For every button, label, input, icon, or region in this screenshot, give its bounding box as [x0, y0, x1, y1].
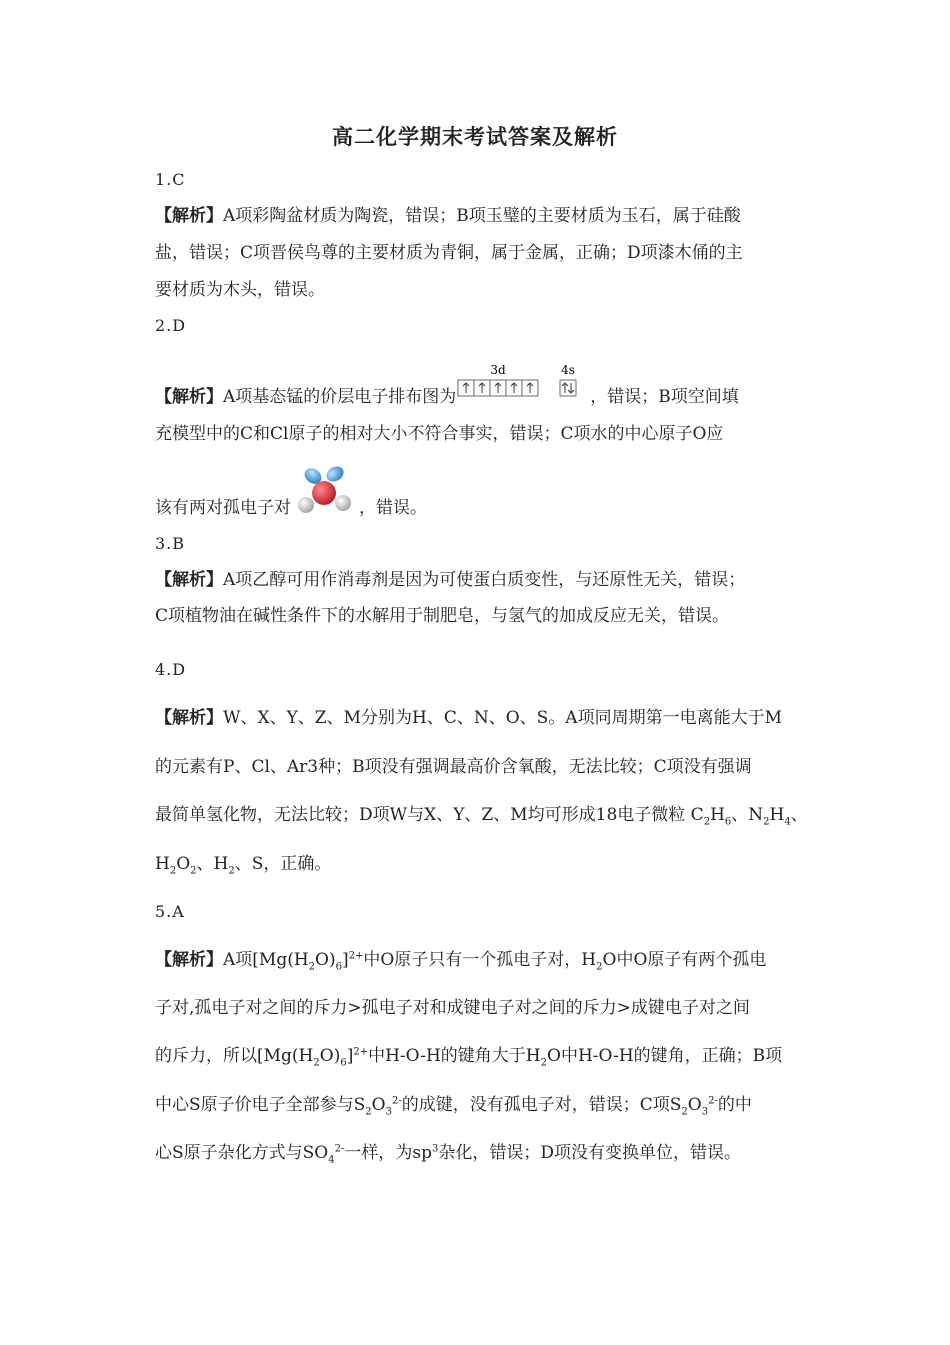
q4-line-3: 最简单氢化物，无法比较；D项W与X、Y、Z、M均可形成18电子微粒 $C_2H_6$、$N_2H_4$、 [155, 805, 808, 828]
answer-1: 1.C [155, 170, 186, 189]
q2-line-2: 充模型中的C和Cl原子的相对大小不符合事实，错误；C项水的中心原子O应 [155, 424, 724, 444]
q3-line-1 [155, 568, 745, 592]
answer-4: 4.D [155, 660, 187, 679]
q2-text-1b: ，错误；B项空间填 [590, 387, 739, 407]
q1-line-2: 盐，错误；C项晋侯鸟尊的主要材质为青铜，属于金属，正确；D项漆木俑的主 [155, 243, 743, 263]
answer-5: 5.A [155, 902, 185, 921]
electron-configuration-diagram [456, 363, 586, 410]
q4-text-1: W、X、Y、Z、M分别为H、C、N、O、S。A项同周期第一电离能大于M [223, 708, 782, 728]
q1-text-1: A项彩陶盆材质为陶瓷，错误；B项玉璧的主要材质为玉石，属于硅酸 [223, 206, 741, 226]
q5-line-4: 中心S原子价电子全部参与$S_2O_3^{2-}$的成键，没有孤电子对，错误；C项$S_2O_3^{2-}$的中 [155, 1095, 752, 1118]
q5-text-3c: O中H-O-H的键角，正确；B项 [547, 1046, 783, 1066]
q5-line-2: 子对,孤电子对之间的斥力>孤电子对和成键电子对之间的斥力>成键电子对之间 [155, 998, 750, 1018]
q4-line-4: $H_2O_2$、$H_2$、S，正确。 [155, 854, 332, 877]
q4-line-2: 的元素有P、Cl、Ar3种；B项没有强调最高价含氧酸，无法比较；C项没有强调 [155, 757, 752, 777]
analysis-tag: 【解析】 [155, 950, 223, 970]
q5-text-5c: 杂化，错误；D项没有变换单位，错误。 [438, 1143, 741, 1163]
q5-text-4b: 的成键，没有孤电子对，错误；C项S [401, 1095, 682, 1115]
q5-text-1a: A项[Mg(H [223, 950, 309, 970]
q5-line-3: 的斥力，所以$[Mg(H_2O)_6]^{2+}$中H-O-H的键角大于$H_2O$中H-O-H的键角，正确；B项 [155, 1046, 783, 1069]
q3-text-1: A项乙醇可用作消毒剂是因为可使蛋白质变性，与还原性无关，错误； [223, 570, 746, 590]
q5-line-5: 心S原子杂化方式与$SO_4^{2-}$一样，为$sp^3$杂化，错误；D项没有变换单位，错误。 [155, 1143, 741, 1166]
q2-text-1a: A项基态锰的价层电子排布图为 [223, 387, 457, 407]
answer-2: 2.D [155, 316, 187, 335]
q4-line-1 [155, 706, 782, 730]
water-molecule-model [297, 497, 353, 521]
q4-text-4: 、S，正确。 [234, 854, 332, 874]
q5-text-1c: O中O原子有两个孤电 [602, 950, 767, 970]
q2-line-1 [155, 363, 739, 410]
label-3d: 3d [490, 363, 506, 377]
q2-line-3 [155, 496, 427, 521]
page-title: 高二化学期末考试答案及解析 [332, 125, 618, 149]
q5-text-5b: 一样，为sp [344, 1143, 432, 1163]
q2-text-3b: ，错误。 [359, 498, 427, 518]
q3-line-2: C项植物油在碱性条件下的水解用于制肥皂，与氢气的加成反应无关，错误。 [155, 606, 730, 626]
q5-text-3a: 的斥力，所以[Mg(H [155, 1046, 314, 1066]
analysis-tag: 【解析】 [155, 206, 223, 226]
analysis-tag: 【解析】 [155, 708, 223, 728]
q2-text-3a: 该有两对孤电子对 [155, 498, 291, 518]
label-4s: 4s [561, 363, 576, 377]
analysis-tag: 【解析】 [155, 387, 223, 407]
q1-line-1 [155, 204, 741, 228]
q5-text-4c: 的中 [717, 1095, 752, 1115]
q5-line-1: 【解析】A项$[Mg(H_2O)_6]^{2+}$中O原子只有一个孤电子对，$H_2O$中O原子有两个孤电 [155, 950, 767, 973]
q5-text-3b: 中H-O-H的键角大于H [368, 1046, 541, 1066]
q1-line-3: 要材质为木头，错误。 [155, 280, 325, 300]
q5-text-4a: 中心S原子价电子全部参与S [155, 1095, 366, 1115]
q5-text-1b: 中O原子只有一个孤电子对，H [363, 950, 597, 970]
answer-3: 3.B [155, 534, 186, 553]
q4-text-3: 最简单氢化物，无法比较；D项W与X、Y、Z、M均可形成18电子微粒 [155, 805, 686, 825]
analysis-tag: 【解析】 [155, 570, 223, 590]
q5-text-5a: 心S原子杂化方式与SO [155, 1143, 329, 1163]
